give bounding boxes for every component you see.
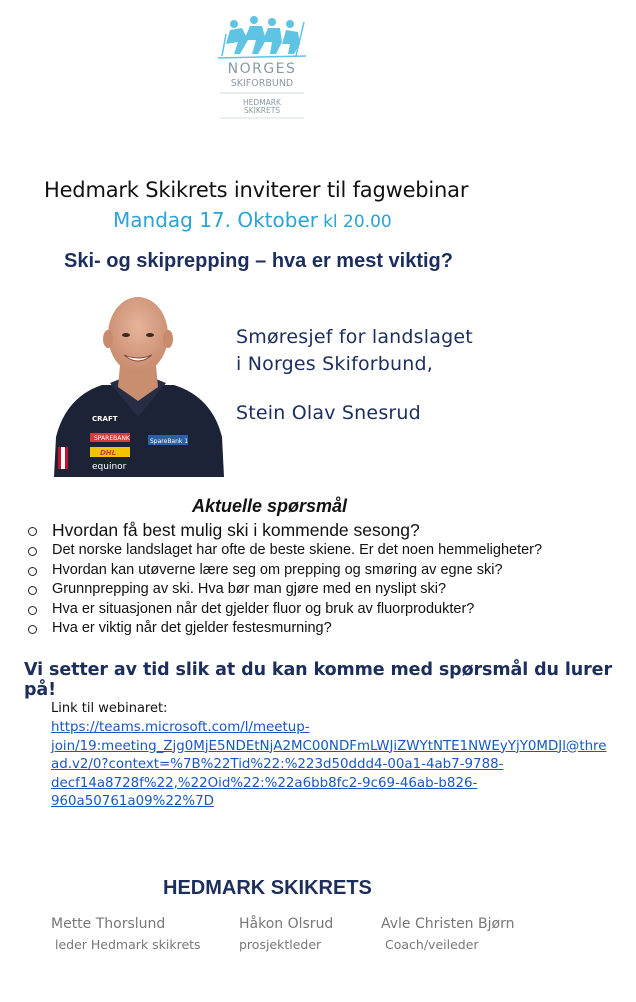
svg-text:SPAREBANK: SPAREBANK	[94, 435, 130, 442]
question-text: Grunnprepping av ski. Hva bør man gjøre med en nyslipt ski?	[52, 581, 447, 597]
svg-text:HEDMARK: HEDMARK	[243, 98, 281, 107]
svg-text:CRAFT: CRAFT	[92, 415, 118, 423]
webinar-link-line: 960a50761a09%22%7D	[51, 794, 214, 809]
webinar-link-line: decf14a8728f%22,%22Oid%22:%22a6bb8fc2-9c69-46ab-b826-	[51, 775, 478, 791]
person-title: prosjektleder	[239, 937, 322, 952]
event-date	[113, 208, 392, 232]
circle-bullet-icon	[28, 586, 37, 595]
list-item	[28, 541, 542, 561]
webinar-link-line: join/19:meeting_Zjg0MjE5NDEtNjA2MC00NDFmLWJiZWYtNTE1NWEyYjY0MDJl@thre	[51, 738, 607, 754]
webinar-topic: Ski- og skiprepping – hva er mest viktig?	[64, 250, 453, 272]
svg-text:equinor: equinor	[92, 462, 127, 472]
speaker-role-line1: Smøresjef for landslaget	[236, 326, 473, 348]
question-text: Hva er viktig når det gjelder festesmurning?	[52, 620, 332, 636]
question-text: Hvordan få best mulig ski i kommende sesong?	[52, 520, 420, 540]
svg-text:SKIKRETS: SKIKRETS	[243, 106, 281, 115]
list-item	[28, 561, 542, 581]
svg-text:DHL: DHL	[100, 449, 117, 457]
skiers-logo-icon	[212, 10, 312, 120]
speaker-photo-icon	[52, 287, 224, 477]
circle-bullet-icon	[28, 606, 37, 615]
invite-heading: Hedmark Skikrets inviterer til fagwebinar	[44, 178, 469, 202]
person-name: Mette Thorslund	[51, 916, 166, 932]
speaker-name: Stein Olav Snesrud	[236, 402, 421, 424]
person-name: Håkon Olsrud	[239, 916, 334, 932]
person-name: Avle Christen Bjørn	[381, 916, 515, 932]
event-date-main: Mandag 17. Oktober	[113, 208, 318, 232]
event-time: kl 20.00	[323, 212, 392, 232]
norges-skiforbund-logo	[212, 10, 312, 120]
question-text: Hva er situasjonen når det gjelder fluor og bruk av fluorprodukter?	[52, 600, 475, 617]
circle-bullet-icon	[28, 547, 37, 556]
svg-text:NORGES: NORGES	[227, 61, 297, 77]
speaker-role-line2: i Norges Skiforbund,	[236, 353, 434, 375]
list-item	[28, 580, 542, 600]
questions-list	[28, 519, 542, 639]
question-text: Hvordan kan utøverne lære seg om prepping og smøring av egne ski?	[52, 561, 503, 578]
contact-person	[381, 916, 514, 952]
question-text: Det norske landslaget har ofte de beste skiene. Er det noen hemmeligheter?	[52, 542, 543, 558]
list-item	[28, 519, 542, 541]
person-title: Coach/veileder	[385, 937, 479, 952]
organization-name: HEDMARK SKIKRETS	[163, 877, 372, 899]
circle-bullet-icon	[28, 567, 37, 576]
speaker-portrait	[52, 287, 224, 477]
contact-person	[239, 916, 333, 952]
svg-text:SKIFORBUND: SKIFORBUND	[230, 78, 294, 89]
call-to-action: Vi setter av tid slik at du kan komme med spørsmål du lurer på!	[24, 660, 612, 700]
circle-bullet-icon	[28, 625, 37, 634]
list-item	[28, 619, 542, 639]
webinar-link-line: ad.v2/0?context=%7B%22Tid%22:%223d50ddd4-00a1-4ab7-9788-	[51, 757, 504, 772]
circle-bullet-icon	[28, 527, 37, 536]
contact-person	[51, 916, 201, 952]
list-item	[28, 600, 542, 620]
webinar-link-line: https://teams.microsoft.com/l/meetup-	[51, 720, 310, 735]
webinar-link-label: Link til webinaret:	[51, 701, 168, 716]
svg-text:SpareBank 1: SpareBank 1	[150, 438, 189, 445]
person-title: leder Hedmark skikrets	[55, 937, 201, 952]
questions-heading: Aktuelle spørsmål	[192, 496, 348, 516]
webinar-link[interactable]	[51, 719, 611, 812]
